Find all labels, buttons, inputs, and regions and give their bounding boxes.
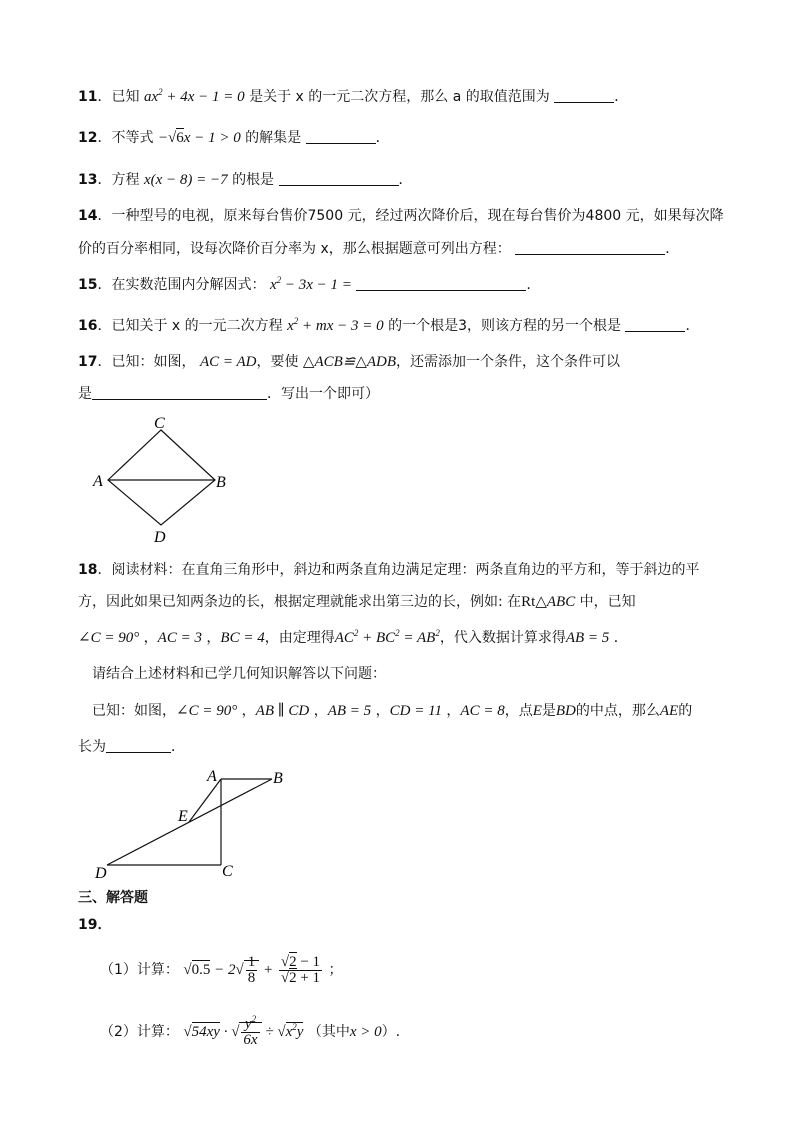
math-q19-1: √0.5 − 2√ $\frac{1}{8}$ + $\frac{√2 - 1}{√2 + 1}$ — [183, 954, 321, 987]
math-ab5: AB = 5 — [565, 630, 610, 646]
math-pythagoras: $AC^2 + BC^2 = AB^2$ — [334, 628, 440, 646]
question-19-part2: （2）计算： √54xy · √ $\frac{y^2}{6x}$ ÷ $√x^2y$ （其中x > 0）. — [100, 1014, 401, 1049]
section-heading: 三、解答题 — [78, 890, 148, 906]
answer-blank[interactable] — [554, 88, 614, 103]
math-q15: $x^2 - 3x - 1$ = — [269, 275, 352, 293]
question-13: 13．方程 x(x − 8) = −7 的根是 ． — [78, 172, 413, 188]
answer-blank[interactable] — [279, 171, 399, 186]
math-q17-ac-ad: AC = AD — [199, 354, 257, 370]
label-b: B — [216, 474, 226, 491]
answer-blank[interactable] — [92, 385, 267, 400]
label-b: B — [273, 770, 283, 787]
label-d: D — [95, 865, 107, 881]
answer-blank[interactable] — [306, 129, 376, 144]
math-rt-abc: Rt△ABC — [521, 594, 576, 610]
answer-blank[interactable] — [106, 738, 171, 753]
label-c: C — [222, 863, 233, 880]
question-18-line4: 请结合上述材料和已学几何知识解答以下问题： — [92, 666, 386, 682]
math-q16: $x^2$ + mx − 3 = 0 — [287, 316, 384, 334]
question-17: 17．已知：如图， AC = AD，要使 △ACB≌△ADB，还需添加一个条件，这个条件可以 — [78, 354, 621, 370]
math-q11: $ax^2 + 4x - 1 = 0$ — [143, 87, 245, 105]
question-12: 12．不等式 −√6x − 1 > 0 的解集是 ． — [78, 130, 390, 146]
question-18-line6: 长为 ． — [78, 739, 185, 755]
math-bc4: BC = 4 — [220, 630, 265, 646]
question-18: 18．阅读材料：在直角三角形中，斜边和两条直角边满足定理：两条直角边的平方和，等于斜边的平 — [78, 562, 700, 578]
label-a: A — [207, 768, 217, 785]
question-19-part1: （1）计算： √0.5 − 2√ $\frac{1}{8}$ + $\frac{√2 - 1}{√2 + 1}$ ； — [100, 954, 343, 987]
math-q17-congruence: △ACB≌△ADB — [302, 354, 397, 370]
answer-blank[interactable] — [625, 317, 685, 332]
math-ab-5: AB = 5 — [327, 703, 372, 719]
figure-17-rhombus — [88, 412, 238, 547]
question-15: 15．在实数范围内分解因式： $x^2 - 3x - 1$ = . — [78, 275, 531, 293]
question-18-line2: 方，因此如果已知两条边的长，根据定理就能求出第三边的长，例如: 在Rt△ABC 中，已知 — [78, 594, 636, 610]
label-a: A — [93, 473, 103, 490]
math-x-positive: x > 0 — [349, 1024, 382, 1040]
question-18-line5: 已知：如图，∠C = 90° ，AB ∥ CD ，AB = 5 ，CD = 11 ，AC = 8，点E是BD的中点，那么AE的 — [92, 703, 693, 719]
math-ac3: AC = 3 — [157, 630, 202, 646]
question-14-line2: 价的百分率相同，设每次降价百分率为 x，那么根据题意可列出方程： ． — [78, 241, 680, 257]
math-cd-11: CD = 11 — [389, 703, 442, 719]
label-d: D — [154, 529, 166, 546]
math-e: E — [532, 703, 542, 719]
question-14: 14．一种型号的电视，原来每台售价7500 元，经过两次降价后，现在每台售价为4800 元，如果每次降 — [78, 208, 724, 224]
math-angle-c: ∠C = 90° — [78, 630, 140, 646]
math-angle-c-90: ∠C = 90° — [176, 703, 238, 719]
math-q13: x(x − 8) = −7 — [143, 172, 228, 188]
question-17-line2: 是 ．写出一个即可） — [78, 386, 379, 402]
question-11: 11．已知 $ax^2 + 4x - 1 = 0$ 是关于 x 的一元二次方程，那么 a 的取值范围为 ． — [78, 87, 629, 105]
math-ab-parallel-cd: AB ∥ CD — [255, 703, 310, 719]
label-c: C — [154, 415, 165, 432]
math-ae: AE — [659, 703, 679, 719]
math-q12: −√6x − 1 > 0 — [157, 130, 241, 146]
answer-blank[interactable] — [515, 240, 665, 255]
question-19: 19． — [78, 917, 112, 933]
answer-blank[interactable] — [356, 276, 526, 291]
math-bd: BD — [555, 703, 576, 719]
math-q19-2: √54xy · √ $\frac{y^2}{6x}$ ÷ $√x^2y$ — [183, 1014, 304, 1049]
math-ac-8: AC = 8 — [460, 703, 505, 719]
question-18-line3: ∠C = 90° ，AC = 3 ，BC = 4，由定理得$AC^2 + BC^2 = AB^2$，代入数据计算求得AB = 5 ． — [78, 628, 628, 646]
question-16: 16．已知关于 x 的一元二次方程 $x^2$ + mx − 3 = 0 的一个根是3，则该方程的另一个根是 ． — [78, 316, 700, 334]
figure-18-trapezoid — [90, 766, 290, 881]
label-e: E — [178, 808, 188, 825]
